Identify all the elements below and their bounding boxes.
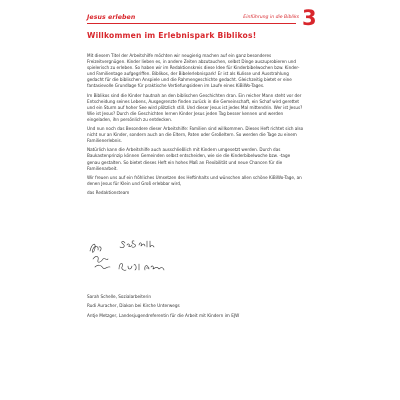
signature-list [87,292,304,320]
page-number: 3 [302,6,317,30]
header-chapter-title: Einführung in die Bibliks [243,15,299,20]
signature-rudi-auracher [119,263,164,270]
signature-sarah-schelle [120,241,154,248]
paragraph: Und nun noch das Besondere dieser Arbeitshilfe: Familien sind willkommen. Dieses Heft richtet sich also nicht nur an Kinder, sondern auch an die Eltern, Paten oder Großeltern. So werden die Tage zu einem Familienerlebnis. [87,126,304,144]
body-text [87,53,304,199]
closing-line: das Redaktionsteam [87,189,130,195]
signature-name: Rudi Auracher, Diakon bei Kirche Unterwegs [87,303,180,309]
paragraph: Natürlich kann die Arbeitshilfe auch ausschließlich mit Kindern umgesetzt werden. Durch das Baukastenprinzip können Gemeinden selbst entscheiden, wie sie die Kinderbibelwoche bzw. -tage genau gestalten. So bietet dieses Heft ein hohes Maß an Flexibilität und neue Chancen für die Familienarbeit. [87,147,291,171]
handwritten-signatures [87,237,177,282]
paragraph: Im Biblikos sind die Kinder hautnah an den biblischen Geschichten dran. Ein reicher Mann steht vor der Entscheidung seines Lebens, Ausgegrenzte finden zurück in die Gemeinschaft, ein Schaf wird gerettet und ein Sturm auf hoher See wird plötzlich still. Und dieser Jesus ist jedes Mal mittendrin. Wer ist Jesus? Wie ist Jesus? Durch die Geschichten lernen Kinder Jesus jeden Tag besser kennen und werden eingeladen, ihn persönlich zu entdecken. [87,92,303,122]
paragraph: Mit diesem Titel der Arbeitshilfe möchten wir neugierig machen auf ein ganz besonderes Freizeitvergnügen. Kinder lieben es, in andere Zeiten abzutauchen, selbst Dinge auszuprobieren und spielerisch zu erleben. So haben wir im Redaktionskreis diese Idee für Kinderbibelwochen bzw. Kinder- und Familientage aufgegriffen. Biblikos, der Bibelerlebnispark! Er ist als Kulisse und Ausstrahlung gedacht für die biblischen Anspiele und die Rahmengeschichte gedacht. Gleichzeitig bietet er eine fantasievolle Grundlage für praktische Vertiefungsideen im Laufe eines KiBiWo-Tages. [87,53,300,89]
page-title: Willkommen im Erlebnispark Biblikos! [87,31,257,40]
signature-name: Antje Metzger, Landesjugendreferentin für die Arbeit mit Kindern im EJW [87,312,240,318]
header-section-title: Jesus erleben [87,14,136,21]
signature-antje-metzger [90,244,110,268]
header-rule [87,23,296,24]
paragraph: Wir freuen uns auf ein fröhliches Umsetzen des Heftinhalts und wünschen allen schöne KiBiWo-Tage, an denen Jesus für Klein und Groß erlebbar wird, [87,174,302,186]
signature-name: Sarah Schelle, Sozialarbeiterin [87,294,152,299]
